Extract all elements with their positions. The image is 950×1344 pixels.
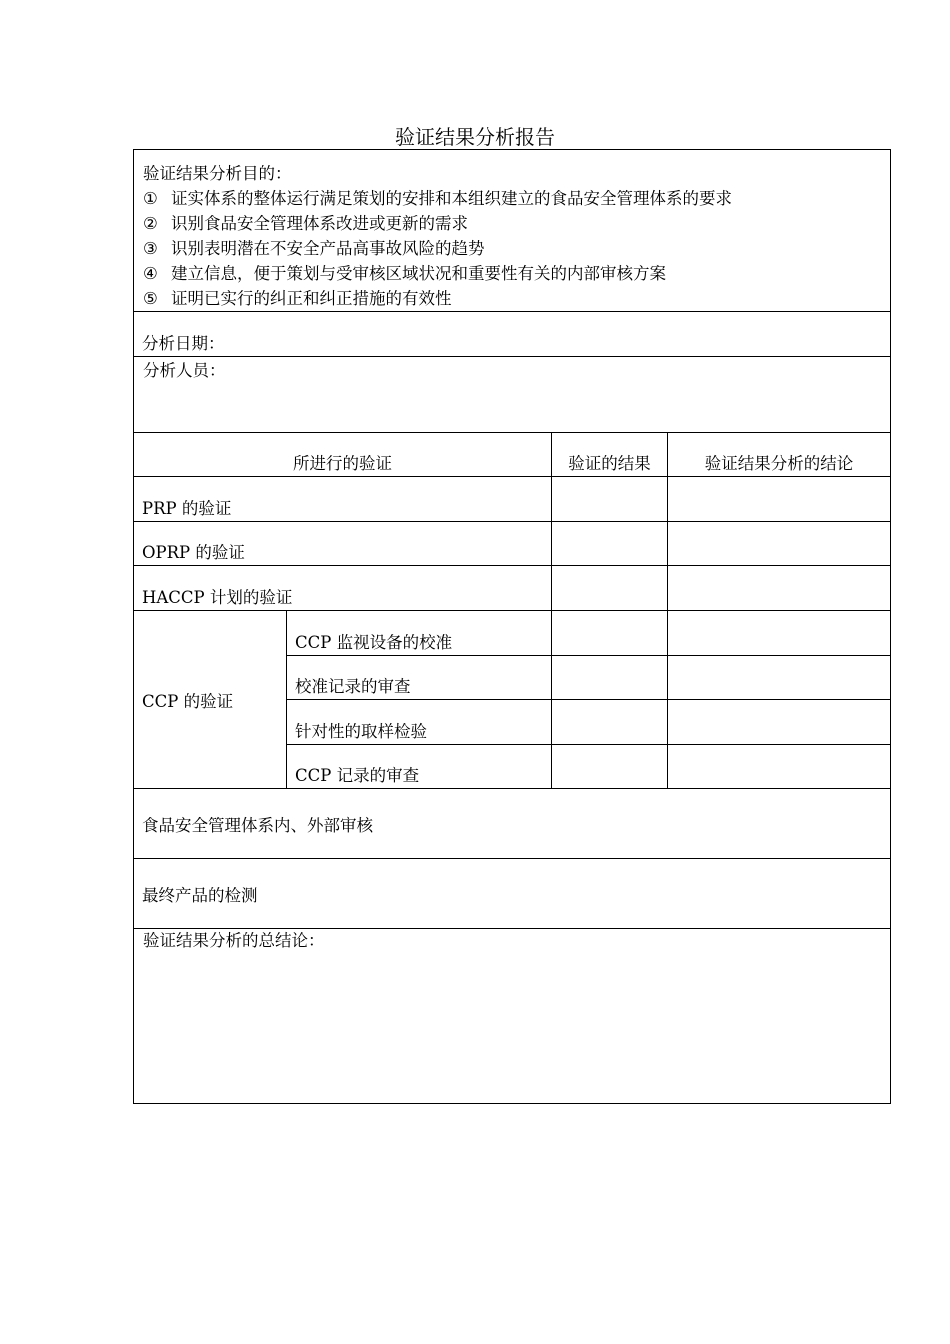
overall-conclusion-field[interactable] xyxy=(133,928,891,1104)
circled-number: ④ xyxy=(143,264,158,283)
ccp-subitem: CCP 监视设备的校准 xyxy=(286,610,552,656)
purpose-section xyxy=(133,149,891,312)
ccp-subitem-conclusion[interactable] xyxy=(667,699,891,745)
row-oprp-conclusion[interactable] xyxy=(667,521,891,566)
purpose-item-text: 识别表明潜在不安全产品高事故风险的趋势 xyxy=(171,239,485,258)
header-verification: 所进行的验证 xyxy=(133,432,552,477)
purpose-item xyxy=(143,287,452,311)
purpose-item xyxy=(143,187,732,211)
circled-number: ② xyxy=(143,214,158,233)
ccp-subitem: CCP 记录的审查 xyxy=(286,744,552,789)
purpose-item xyxy=(143,262,666,286)
ccp-subitem-result[interactable] xyxy=(551,610,668,656)
ccp-subitem: 校准记录的审查 xyxy=(286,655,552,700)
analysts-label: 分析人员： xyxy=(143,361,226,380)
ccp-group-label: CCP 的验证 xyxy=(133,610,287,789)
ccp-subitem-conclusion[interactable] xyxy=(667,610,891,656)
row-audit[interactable] xyxy=(133,788,891,859)
ccp-subitem-result[interactable] xyxy=(551,655,668,700)
purpose-item xyxy=(143,237,485,261)
row-prp-conclusion[interactable] xyxy=(667,476,891,522)
row-oprp-result[interactable] xyxy=(551,521,668,566)
circled-number: ③ xyxy=(143,239,158,258)
purpose-item xyxy=(143,212,468,236)
purpose-item-text: 证明已实行的纠正和纠正措施的有效性 xyxy=(171,289,452,308)
row-haccp-label: HACCP 计划的验证 xyxy=(133,565,552,611)
page-title: 验证结果分析报告 xyxy=(395,125,555,149)
ccp-subitem-result[interactable] xyxy=(551,744,668,789)
analysts-field[interactable] xyxy=(133,356,891,433)
header-result: 验证的结果 xyxy=(551,432,668,477)
purpose-item-text: 识别食品安全管理体系改进或更新的需求 xyxy=(171,214,468,233)
row-final-testing-label: 最终产品的检测 xyxy=(142,885,258,905)
row-final-testing[interactable] xyxy=(133,858,891,929)
row-audit-label: 食品安全管理体系内、外部审核 xyxy=(142,815,373,835)
row-haccp-result[interactable] xyxy=(551,565,668,611)
purpose-heading: 验证结果分析目的： xyxy=(143,164,292,183)
analysis-date-field[interactable] xyxy=(133,311,891,357)
ccp-subitem-conclusion[interactable] xyxy=(667,744,891,789)
header-conclusion: 验证结果分析的结论 xyxy=(667,432,891,477)
ccp-subitem: 针对性的取样检验 xyxy=(286,699,552,745)
overall-conclusion-label: 验证结果分析的总结论： xyxy=(143,931,325,950)
row-prp-result[interactable] xyxy=(551,476,668,522)
circled-number: ① xyxy=(143,189,158,208)
purpose-item-text: 证实体系的整体运行满足策划的安排和本组织建立的食品安全管理体系的要求 xyxy=(171,189,732,208)
analysis-date-label: 分析日期： xyxy=(142,334,225,353)
ccp-subitem-conclusion[interactable] xyxy=(667,655,891,700)
row-prp-label: PRP 的验证 xyxy=(133,476,552,522)
ccp-subitem-result[interactable] xyxy=(551,699,668,745)
row-oprp-label: OPRP 的验证 xyxy=(133,521,552,566)
circled-number: ⑤ xyxy=(143,289,158,308)
purpose-item-text: 建立信息，便于策划与受审核区域状况和重要性有关的内部审核方案 xyxy=(171,264,666,283)
row-haccp-conclusion[interactable] xyxy=(667,565,891,611)
